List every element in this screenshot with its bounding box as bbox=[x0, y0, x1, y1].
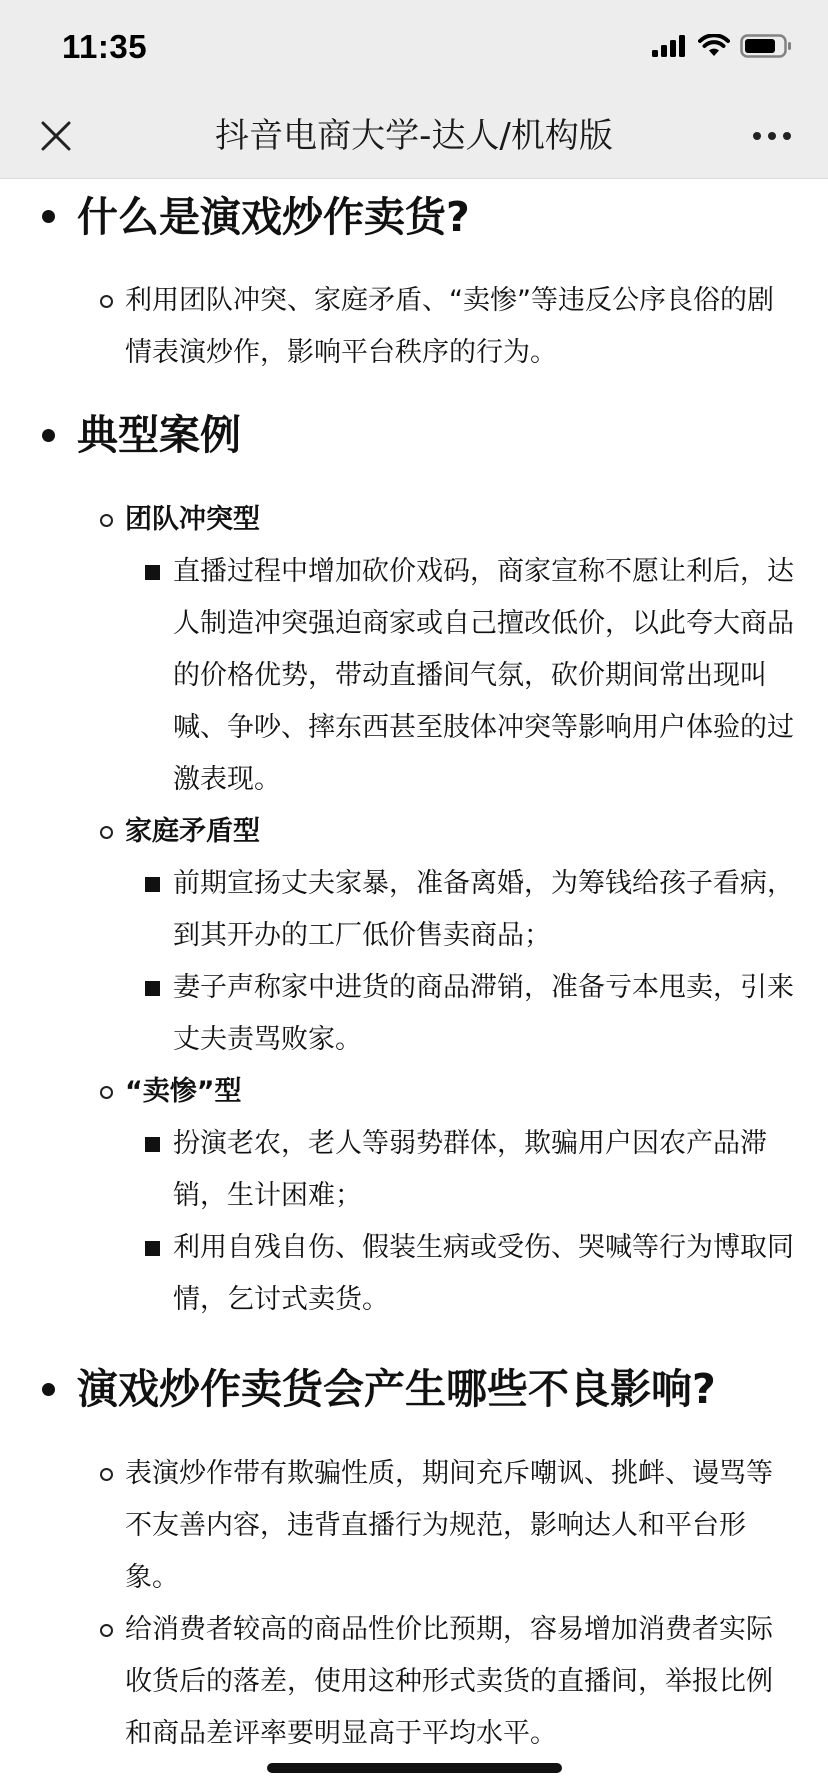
close-button[interactable] bbox=[30, 110, 82, 162]
list-bullet bbox=[145, 981, 160, 996]
list-bullet bbox=[100, 826, 113, 839]
list-item: 前期宣扬丈夫家暴，准备离婚，为筹钱给孩子看病，到其开办的工厂低价售卖商品； bbox=[173, 868, 794, 951]
list-item: 表演炒作带有欺骗性质，期间充斥嘲讽、挑衅、谩骂等不友善内容，违背直播行为规范，影响达人和平台形象。 bbox=[125, 1458, 773, 1593]
section-heading: 什么是演戏炒作卖货? bbox=[77, 193, 470, 241]
case-group-title: 团队冲突型 bbox=[125, 504, 260, 535]
list-bullet bbox=[145, 877, 160, 892]
wifi-icon bbox=[698, 34, 730, 58]
heading-bullet bbox=[42, 210, 55, 223]
status-time: 11:35 bbox=[62, 28, 148, 65]
heading-bullet bbox=[42, 429, 55, 442]
more-button[interactable] bbox=[744, 110, 800, 162]
case-group-title: “卖惨”型 bbox=[125, 1076, 242, 1107]
article-content[interactable] bbox=[0, 179, 828, 1792]
battery-icon bbox=[740, 34, 792, 58]
list-bullet bbox=[145, 1137, 160, 1152]
list-item: 扮演老农，老人等弱势群体，欺骗用户因农产品滞销，生计困难； bbox=[173, 1128, 767, 1211]
home-indicator[interactable] bbox=[267, 1763, 562, 1773]
list-bullet bbox=[100, 1468, 113, 1481]
list-item: 妻子声称家中进货的商品滞销，准备亏本甩卖，引来丈夫责骂败家。 bbox=[173, 972, 794, 1055]
signal-icon bbox=[652, 35, 688, 57]
list-bullet bbox=[100, 1624, 113, 1637]
case-group-title: 家庭矛盾型 bbox=[125, 816, 260, 847]
list-item: 利用团队冲突、家庭矛盾、“卖惨”等违反公序良俗的剧情表演炒作，影响平台秩序的行为。 bbox=[125, 285, 774, 368]
nav-bar bbox=[0, 96, 828, 179]
section-heading: 典型案例 bbox=[77, 411, 241, 459]
list-item: 利用自残自伤、假装生病或受伤、哭喊等行为博取同情，乞讨式卖货。 bbox=[173, 1232, 794, 1315]
list-bullet bbox=[145, 1241, 160, 1256]
section-heading: 演戏炒作卖货会产生哪些不良影响? bbox=[77, 1365, 716, 1413]
heading-bullet bbox=[42, 1383, 55, 1396]
more-icon bbox=[752, 131, 792, 141]
list-item: 直播过程中增加砍价戏码，商家宣称不愿让利后，达人制造冲突强迫商家或自己擅改低价，以此夸大商品的价格优势，带动直播间气氛，砍价期间常出现叫喊、争吵、摔东西甚至肢体冲突等影响用户体验的过激表现。 bbox=[173, 556, 794, 795]
list-bullet bbox=[100, 1086, 113, 1099]
status-bar bbox=[0, 0, 828, 96]
list-item: 给消费者较高的商品性价比预期，容易增加消费者实际收货后的落差，使用这种形式卖货的直播间，举报比例和商品差评率要明显高于平均水平。 bbox=[125, 1614, 773, 1749]
page-title: 抖音电商大学-达人/机构版 bbox=[215, 116, 613, 156]
status-icons bbox=[652, 34, 792, 58]
list-bullet bbox=[145, 565, 160, 580]
list-bullet bbox=[100, 295, 113, 308]
list-bullet bbox=[100, 514, 113, 527]
close-icon bbox=[40, 120, 72, 152]
